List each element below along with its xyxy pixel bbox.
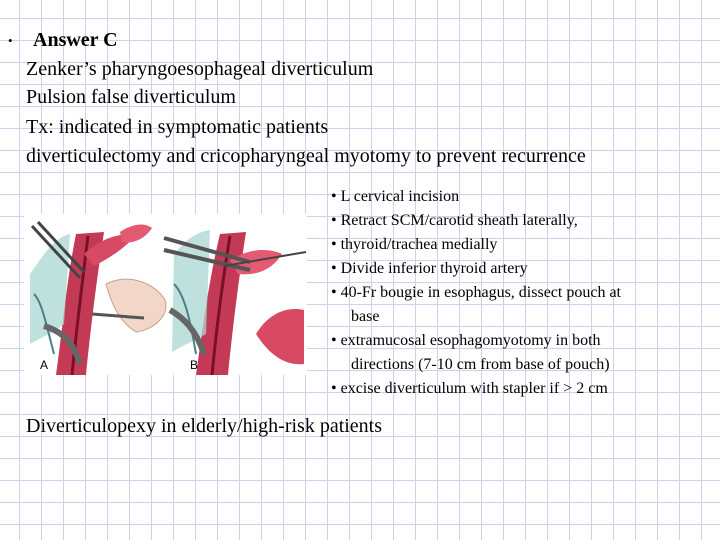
- figure-label-b: B: [190, 358, 199, 372]
- surgical-illustration: [24, 214, 307, 375]
- panel-b-drawing: [164, 230, 306, 375]
- step-divide-artery: • Divide inferior thyroid artery: [331, 260, 528, 277]
- answer-heading: Answer C: [33, 29, 118, 51]
- step-excise: • excise diverticulum with stapler if > 2 cm: [331, 380, 608, 397]
- step-incision: • L cervical incision: [331, 188, 460, 205]
- bullet-marker: •: [8, 33, 13, 48]
- panel-a-drawing: [30, 222, 166, 375]
- step-myotomy: • extramucosal esophagomyotomy in both: [331, 332, 601, 349]
- footer-note: Diverticulopexy in elderly/high-risk patients: [26, 415, 383, 437]
- surgical-illustration-drawing: [24, 214, 307, 375]
- procedure-steps-list: [331, 185, 716, 401]
- step-bougie-continued: base: [351, 308, 380, 325]
- step-bougie: • 40-Fr bougie in esophagus, dissect pouch at: [331, 284, 621, 301]
- line-treatment: Tx: indicated in symptomatic patients: [26, 116, 329, 138]
- step-retract-scm: • Retract SCM/carotid sheath laterally,: [331, 212, 578, 229]
- line-diagnosis: Zenker’s pharyngoesophageal diverticulum: [26, 58, 374, 80]
- step-retract-thyroid: • thyroid/trachea medially: [331, 236, 498, 253]
- figure-label-a: A: [40, 358, 49, 372]
- line-procedure: diverticulectomy and cricopharyngeal myotomy to prevent recurrence: [26, 145, 586, 167]
- line-type: Pulsion false diverticulum: [26, 86, 236, 108]
- step-myotomy-continued: directions (7-10 cm from base of pouch): [351, 356, 610, 373]
